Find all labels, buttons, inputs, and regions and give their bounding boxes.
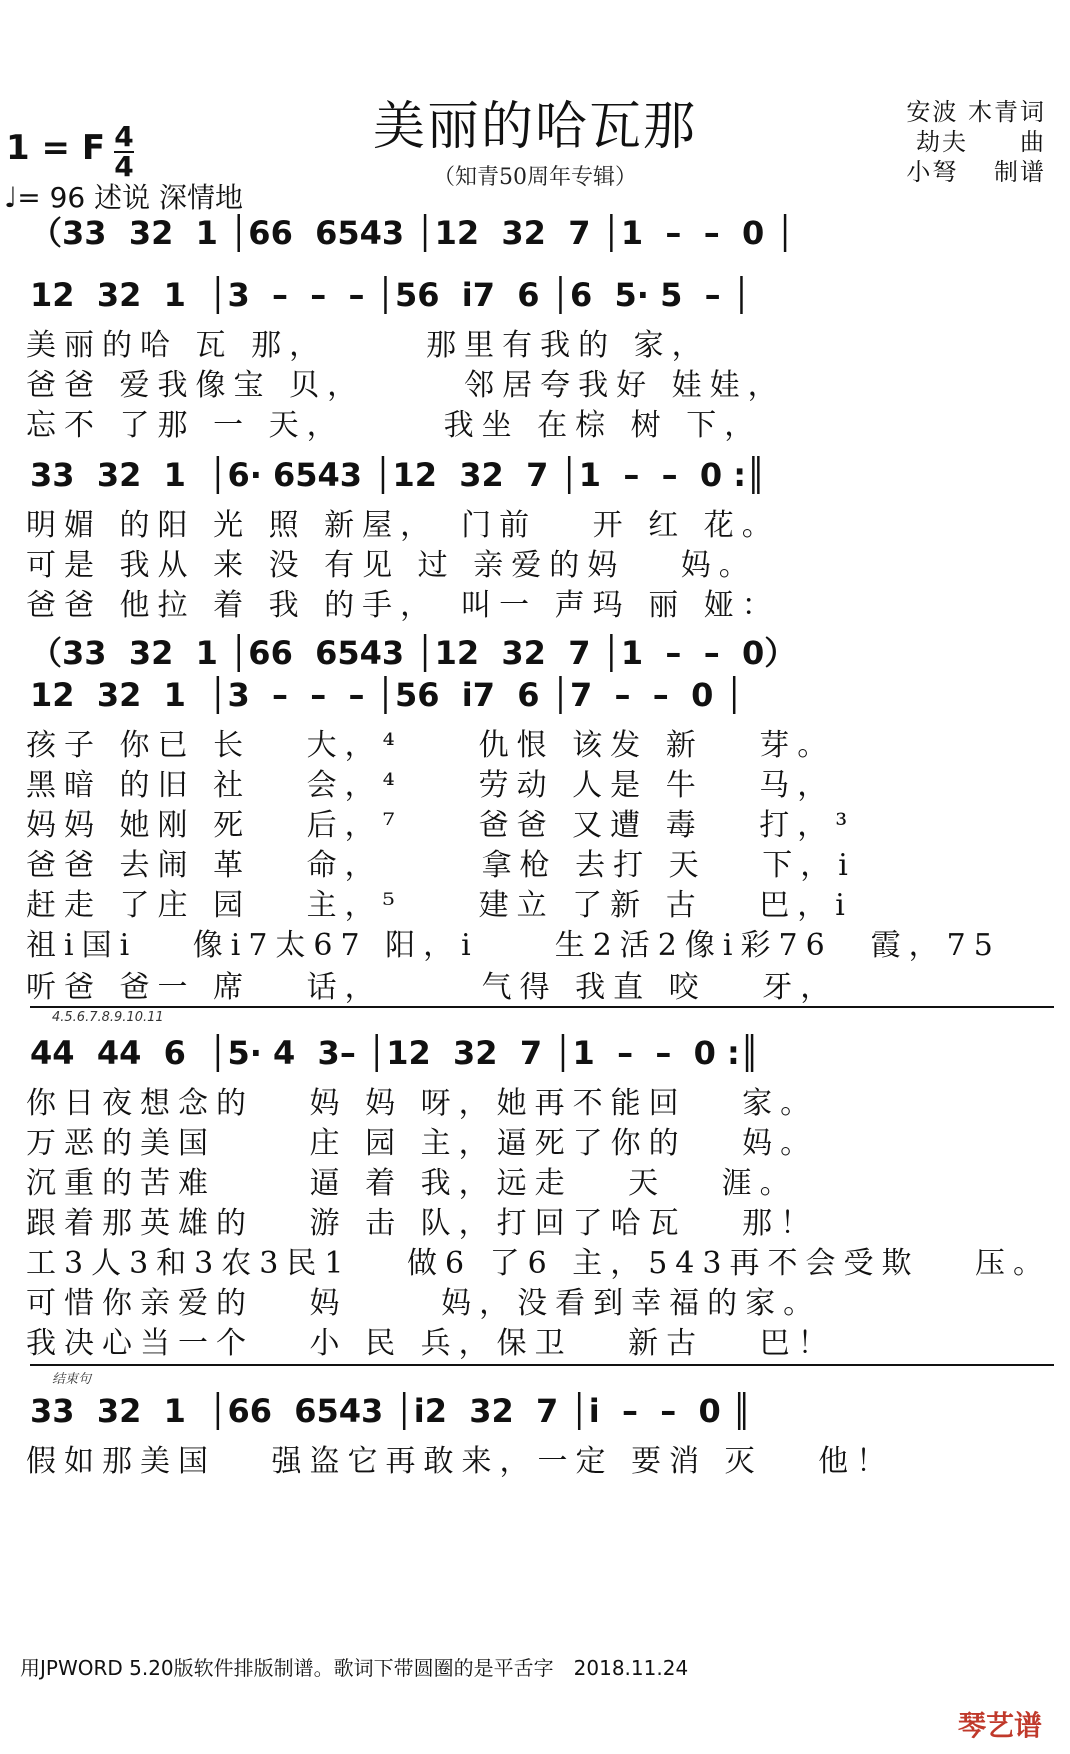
lyric-line: 工3人3和3农3民1 做6 了6 主，543再不会受欺 压。 xyxy=(26,1246,1052,1281)
lyric-line: 爸爸 去闹 革 命， 拿枪 去打 天 下，i xyxy=(26,848,856,883)
lyric-line: 黑暗 的旧 社 会，⁴ 劳动 人是 牛 马， xyxy=(26,768,836,803)
lyric-line: 你日夜想念的 妈 妈 呀，她再不能回 家。 xyxy=(26,1086,819,1121)
song-subtitle: （知青50周年专辑） xyxy=(433,165,637,190)
lyric-line: 孩子 你已 长 大，⁴ 仇恨 该发 新 芽。 xyxy=(26,728,836,763)
section-label: 4.5.6.7.8.9.10.11 xyxy=(52,1010,164,1025)
credit-lyricist: 安波 木青词 xyxy=(906,98,1046,126)
lyric-line: 美丽的哈 瓦 那， 那里有我的 家， xyxy=(26,328,710,363)
time-signature-bottom: 4 xyxy=(114,150,134,183)
section-bracket-line xyxy=(30,1364,1054,1366)
notation-line-5: 12 32 1 │3 – – – │56 i7 6 │7 – – 0 │ xyxy=(30,676,744,714)
tempo-marking: ♩= 96 述说 深情地 xyxy=(4,181,243,214)
notation-line-7: 33 32 1 │66 6543 │i2 32 7 │i – – 0 ║ xyxy=(30,1392,752,1430)
notation-line-6: 44 44 6 │5· 4 3– │12 32 7 │1 – – 0 :║ xyxy=(30,1034,760,1072)
lyric-line: 爸爸 爱我像宝 贝， 邻居夸我好 娃娃， xyxy=(26,368,786,403)
time-signature-top: 4 xyxy=(114,120,134,153)
lyric-line: 祖i国i 像i7太67 阳，i 生2活2像i彩76 霞，75 xyxy=(26,928,1001,963)
section-label: 结束句 xyxy=(52,1372,92,1387)
watermark-logo: 琴艺谱 xyxy=(957,1709,1042,1742)
notation-line-3: 33 32 1 │6· 6543 │12 32 7 │1 – – 0 :║ xyxy=(30,456,766,494)
footer-note: 用JPWORD 5.20版软件排版制谱。歌词下带圆圈的是平舌字 2018.11.24 xyxy=(20,1656,689,1680)
lyric-line: 妈妈 她刚 死 后，⁷ 爸爸 又遭 毒 打，³ xyxy=(26,808,856,843)
lyric-line: 赶走 了庄 园 主，⁵ 建立 了新 古 巴，i xyxy=(26,888,853,923)
lyric-line: 沉重的苦难 逼 着 我，远走 天 涯。 xyxy=(26,1166,798,1201)
lyric-line: 明媚 的阳 光 照 新屋， 门前 开 红 花。 xyxy=(26,508,780,543)
credit-engraver: 小弩 制谱 xyxy=(906,158,1046,186)
lyric-line: 可是 我从 来 没 有见 过 亲爱的妈 妈。 xyxy=(26,548,757,583)
key-signature: 1 = F xyxy=(6,128,106,168)
notation-line-4: （33 32 1 │66 6543 │12 32 7 │1 – – 0） xyxy=(30,634,797,672)
song-title: 美丽的哈瓦那 xyxy=(372,97,697,157)
notation-line-1: （33 32 1 │66 6543 │12 32 7 │1 – – 0 │ xyxy=(30,214,795,252)
lyric-line: 跟着那英雄的 游 击 队，打回了哈瓦 那！ xyxy=(26,1206,819,1241)
lyric-line: 万恶的美国 庄 园 主，逼死了你的 妈。 xyxy=(26,1126,819,1161)
lyric-line: 忘不 了那 一 天， 我坐 在棕 树 下， xyxy=(26,408,763,443)
section-bracket-line xyxy=(30,1006,1054,1008)
time-signature xyxy=(114,120,134,183)
lyric-line: 听爸 爸一 席 话， 气得 我直 咬 牙， xyxy=(26,970,839,1005)
lyric-line: 我决心当一个 小 民 兵，保卫 新古 巴！ xyxy=(26,1326,836,1361)
credit-composer: 劫夫 曲 xyxy=(916,128,1046,156)
lyric-line: 假如那美国 强盗它再敢来，一定 要消 灭 他！ xyxy=(26,1444,895,1479)
lyric-line: 可惜你亲爱的 妈 妈，没看到幸福的家。 xyxy=(26,1286,822,1321)
notation-line-2: 12 32 1 │3 – – – │56 i7 6 │6 5· 5 – │ xyxy=(30,276,752,314)
lyric-line: 爸爸 他拉 着 我 的手， 叫一 声玛 丽 娅： xyxy=(26,588,780,623)
